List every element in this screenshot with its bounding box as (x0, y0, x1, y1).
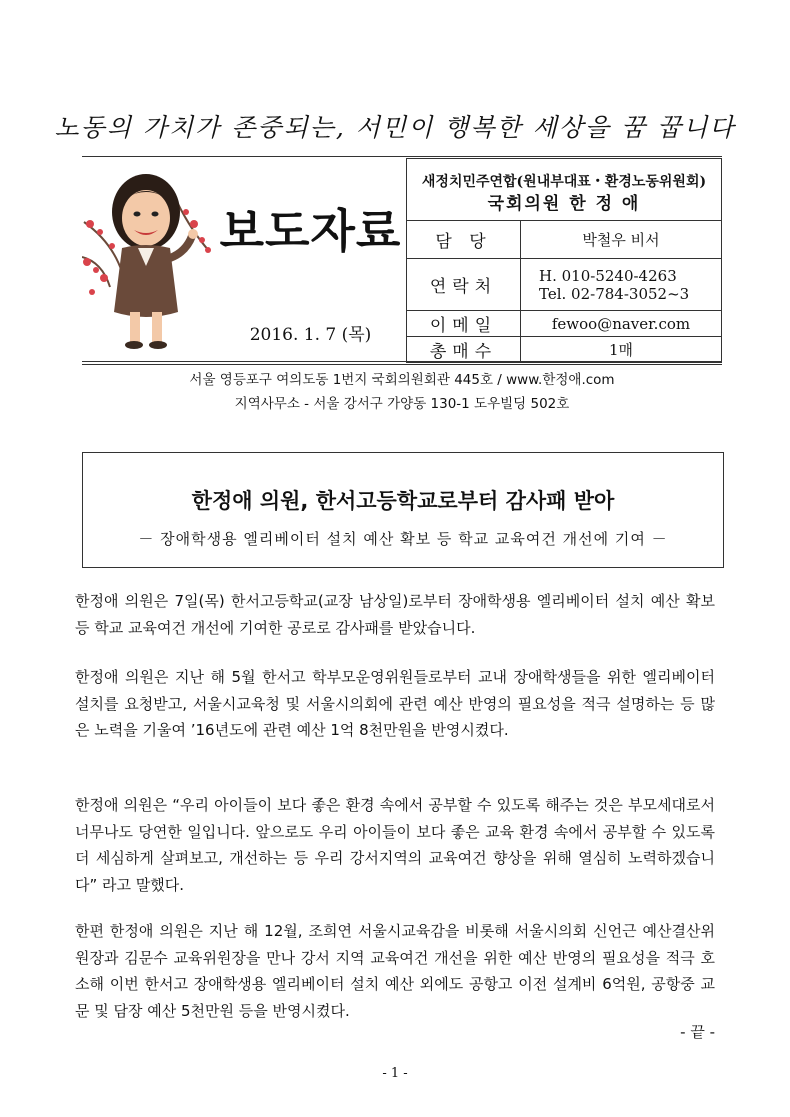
office-address: 서울 영등포구 여의도동 1번지 국회의원회관 445호 / www.한정애.com (189, 372, 615, 388)
press-release-title: 보도자료 (219, 204, 402, 258)
mobile-number: H. 010-5240-4263 (539, 266, 677, 285)
release-date: 2016. 1. 7 (목) (249, 325, 372, 345)
page-count-value: 1매 (521, 337, 722, 363)
header-bottom-rule (82, 361, 722, 362)
office-phone: Tel. 02-784-3052~3 (539, 284, 690, 303)
headline-title: 한정애 의원, 한서고등학교로부터 감사패 받아 (191, 489, 615, 513)
member-caricature (82, 162, 212, 352)
contact-label: 연락처 (407, 259, 521, 311)
body-paragraph-4: 한편 한정애 의원은 지난 해 12월, 조희연 서울시교육감을 비롯해 서울시의회 신언근 예산결산위원장과 김문수 교육위원장을 만나 강서 지역 교육여건 개선을 위한 예산 반영의 필요성을 적극 호소해 이번 한서고 장애학생용 엘리베이터 설치 예산 외에도 공항고 이전 설계비 6억원, 공항중 교문 및 담장 예산 5천만원 등을 반영시켰다. (75, 922, 715, 1020)
member-info-cell (407, 159, 722, 221)
header-top-rule (82, 156, 722, 157)
local-office-address: 지역사무소 - 서울 강서구 가양동 130-1 도우빌딩 502호 (234, 396, 570, 412)
staff-value: 박철우 비서 (521, 221, 722, 259)
body-paragraph-2: 한정애 의원은 지난 해 5월 한서고 학부모운영위원들로부터 교내 장애학생들을 위한 엘리베이터 설치를 요청받고, 서울시교육청 및 서울시의회에 관련 예산 반영의 필요성을 적극 설명하는 등 많은 노력을 기울여 ’16년도에 관련 예산 1억 8천만원을 반영시켰다. (75, 668, 715, 739)
body-paragraph-1: 한정애 의원은 7일(목) 한서고등학교(교장 남상일)로부터 장애학생용 엘리베이터 설치 예산 확보 등 학교 교육여건 개선에 기여한 공로로 감사패를 받았습니다. (75, 592, 715, 637)
body-paragraph-3: 한정애 의원은 “우리 아이들이 보다 좋은 환경 속에서 공부할 수 있도록 해주는 것은 부모세대로서 너무나도 당연한 일입니다. 앞으로도 우리 아이들이 보다 좋은 교육 환경 속에서 공부할 수 있도록 더 세심하게 살펴보고, 개선하는 등 우리 강서지역의 교육여건 향상을 위해 열심히 노력하겠습니다” 라고 말했다. (75, 796, 715, 894)
end-mark: - 끝 - (680, 1023, 715, 1041)
member-name: 국회의원 한 정 애 (487, 193, 641, 214)
page-number: - 1 - (382, 1066, 408, 1081)
staff-label: 담 당 (407, 221, 521, 259)
headline-box (82, 452, 724, 568)
page-count-label: 총매수 (407, 337, 521, 363)
slogan: 노동의 가치가 존중되는, 서민이 행복한 세상을 꿈 꿉니다 (54, 113, 736, 142)
party-affiliation: 새정치민주연합(원내부대표・환경노동위원회) (421, 173, 707, 190)
contact-info-table (406, 158, 722, 363)
email-value[interactable]: fewoo@naver.com (521, 311, 722, 337)
headline-subtitle: － 장애학생용 엘리베이터 설치 예산 확보 등 학교 교육여건 개선에 기여 － (138, 530, 668, 548)
email-label: 이메일 (407, 311, 521, 337)
contact-value (521, 259, 722, 311)
header-bottom-rule-double (82, 364, 722, 365)
